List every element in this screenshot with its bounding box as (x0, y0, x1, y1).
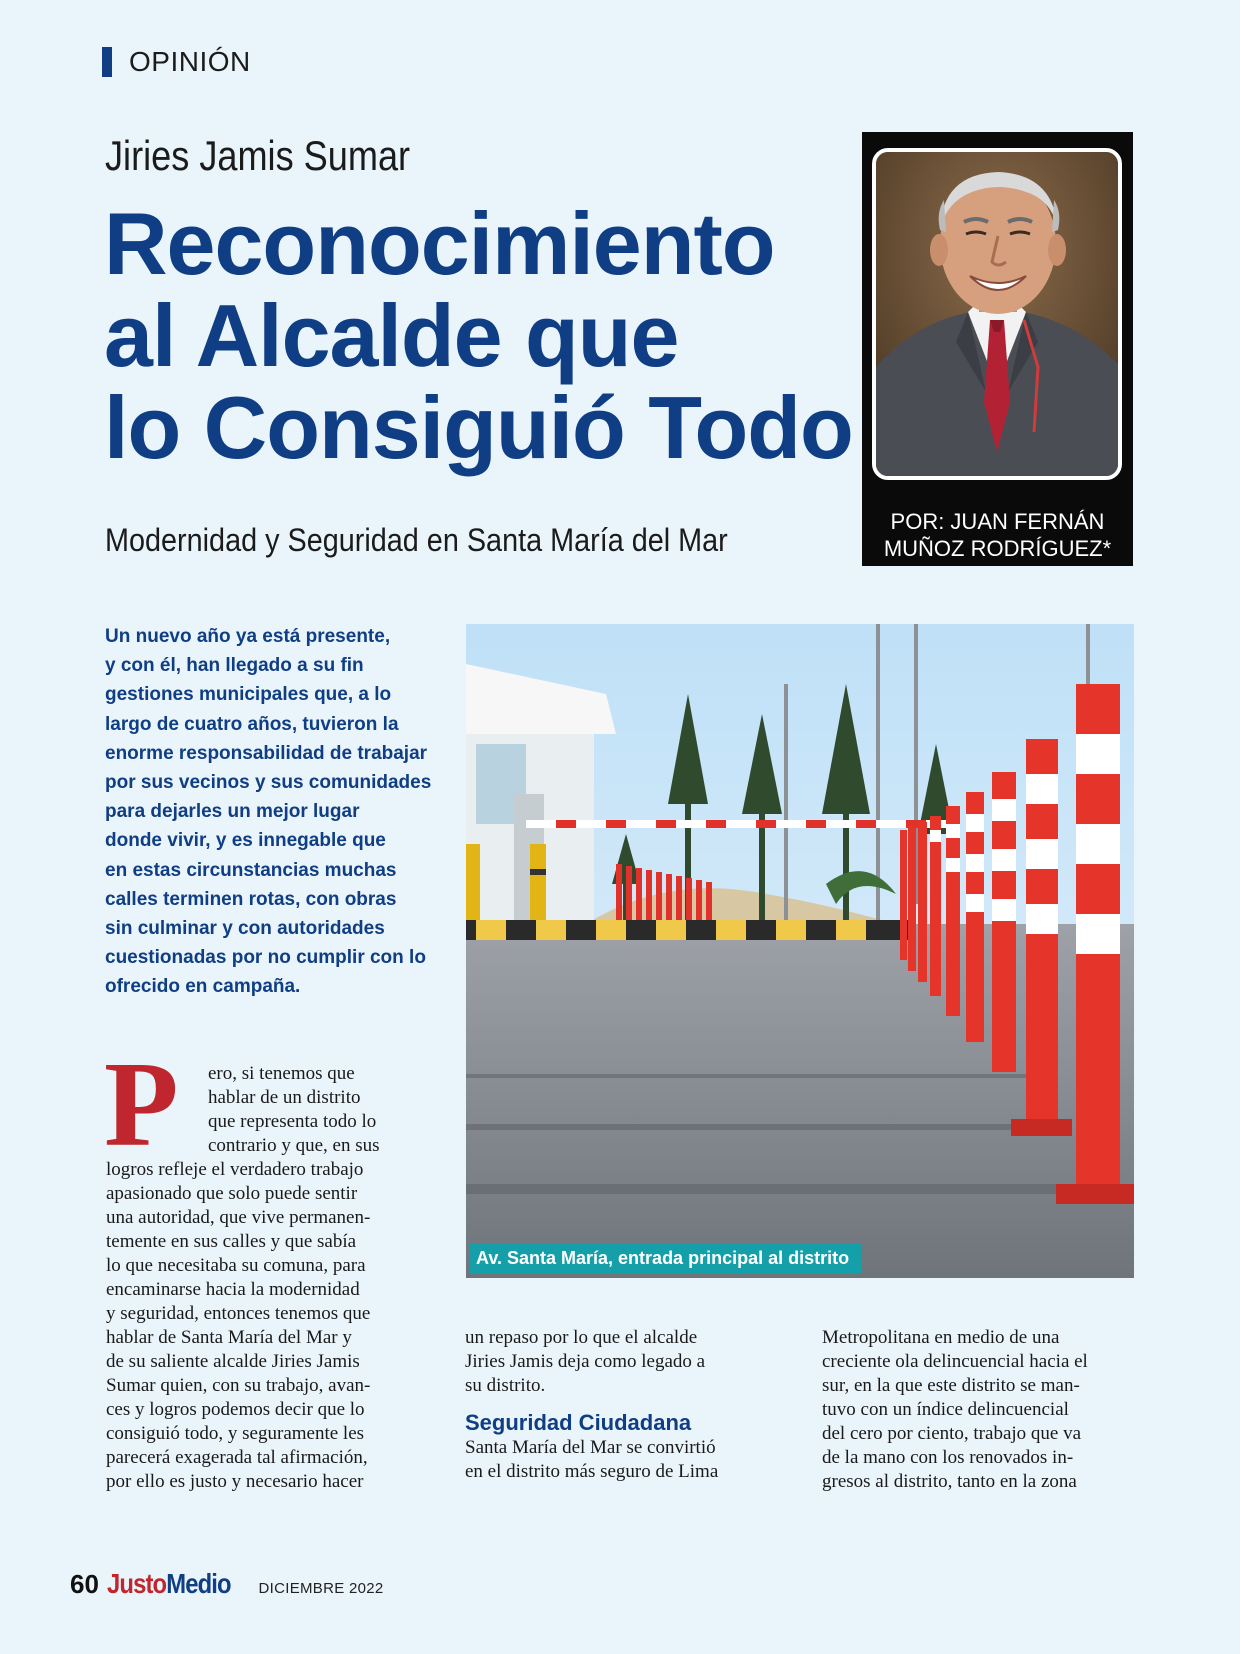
page-footer (70, 1568, 384, 1600)
logo-part: Justo (106, 1568, 167, 1599)
author-byline (862, 508, 1133, 562)
body-line: Sumar quien, con su trabajo, avan- (106, 1375, 371, 1396)
article-headline (104, 194, 853, 477)
section-tag (102, 46, 251, 78)
body-line: parecerá exagerada tal afirmación, (106, 1447, 368, 1468)
headline-line: al Alcalde que (104, 286, 679, 385)
lead-line: sin culminar y con autoridades (105, 918, 385, 940)
body-line: lo que necesitaba su comuna, para (106, 1255, 366, 1276)
body-line: Santa María del Mar se convirtió (465, 1437, 716, 1458)
body-line: logros refleje el verdadero trabajo (106, 1159, 364, 1180)
body-line: sur, en la que este distrito se man- (822, 1375, 1080, 1396)
body-line: una autoridad, que vive permanen- (106, 1207, 371, 1228)
dropcap-indented-lines (106, 1062, 418, 1158)
issue-date: DICIEMBRE 2022 (258, 1580, 384, 1597)
body-line: Metropolitana en medio de una (822, 1327, 1060, 1348)
body-line: consiguió todo, y seguramente les (106, 1423, 365, 1444)
lead-line: enorme responsabilidad de trabajar (105, 742, 428, 764)
body-line: contrario y que, en sus (208, 1135, 380, 1156)
body-line: ero, si tenemos que (208, 1063, 355, 1084)
subsection-title: Seguridad Ciudadana (465, 1410, 692, 1435)
body-line: gresos al distrito, tanto en la zona (822, 1471, 1077, 1492)
body-line: creciente ola delincuencial hacia el (822, 1351, 1088, 1372)
body-line: hablar de Santa María del Mar y (106, 1327, 352, 1348)
photo-caption: Av. Santa María, entrada principal al distrito (470, 1244, 861, 1274)
body-line: hablar de un distrito (208, 1087, 361, 1108)
lead-line: ofrecido en campaña. (105, 976, 301, 998)
portrait-illustration (876, 152, 1118, 476)
body-line: tuvo con un índice delincuencial (822, 1399, 1069, 1420)
body-line: temente en sus calles y que sabía (106, 1231, 357, 1252)
body-line: encaminarse hacia la modernidad (106, 1279, 360, 1300)
byline-line: MUÑOZ RODRÍGUEZ* (883, 536, 1112, 561)
drop-cap: P (104, 1037, 179, 1172)
author-box (862, 132, 1133, 566)
lead-line: para dejarles un mejor lugar (105, 801, 360, 823)
body-line: Jiries Jamis deja como legado a (465, 1351, 706, 1372)
body-line: en el distrito más seguro de Lima (465, 1461, 719, 1482)
body-line: un repaso por lo que el alcalde (465, 1327, 698, 1348)
section-label: OPINIÓN (129, 46, 251, 77)
body-line: del cero por ciento, trabajo que va (822, 1423, 1082, 1444)
byline-line: POR: JUAN FERNÁN (890, 509, 1105, 534)
magazine-logo (107, 1568, 231, 1600)
article-subhead: Modernidad y Seguridad en Santa María del Mar (105, 522, 728, 558)
body-column-2 (465, 1326, 777, 1484)
body-column-3 (822, 1326, 1134, 1494)
lead-line: Un nuevo año ya está presente, (105, 626, 391, 647)
body-line: de la mano con los renovados in- (822, 1447, 1074, 1468)
headline-line: lo Consiguió Todo (104, 378, 853, 477)
article-kicker: Jiries Jamis Sumar (105, 132, 411, 179)
body-line: y seguridad, entonces tenemos que (106, 1303, 371, 1324)
body-column-1 (106, 1062, 418, 1494)
page-number: 60 (70, 1569, 99, 1599)
lead-line: calles terminen rotas, con obras (105, 888, 397, 910)
article-photo (466, 624, 1134, 1278)
body-line: su distrito. (465, 1375, 546, 1396)
body-line: de su saliente alcalde Jiries Jamis (106, 1351, 360, 1372)
headline-line: Reconocimiento (104, 194, 775, 293)
lead-line: gestiones municipales que, a lo (105, 684, 392, 706)
lead-line: en estas circunstancias muchas (105, 859, 397, 881)
lead-line: donde vivir, y es innegable que (105, 830, 386, 852)
body-line: ces y logros podemos decir que lo (106, 1399, 365, 1420)
lead-line: cuestionadas por no cumplir con lo (105, 947, 426, 969)
lead-line: por sus vecinos y sus comunidades (105, 772, 432, 794)
body-line: que representa todo lo (208, 1111, 377, 1132)
lead-line: largo de cuatro años, tuvieron la (105, 713, 399, 735)
author-portrait (872, 148, 1122, 480)
road-barrier-photo (466, 624, 1134, 1278)
body-line: por ello es justo y necesario hacer (106, 1471, 364, 1492)
body-line: apasionado que solo puede sentir (106, 1183, 358, 1204)
lead-line: y con él, han llegado a su fin (105, 655, 364, 677)
logo-part: Medio (166, 1568, 231, 1599)
lead-paragraph (105, 622, 432, 1002)
section-bar (102, 47, 112, 77)
